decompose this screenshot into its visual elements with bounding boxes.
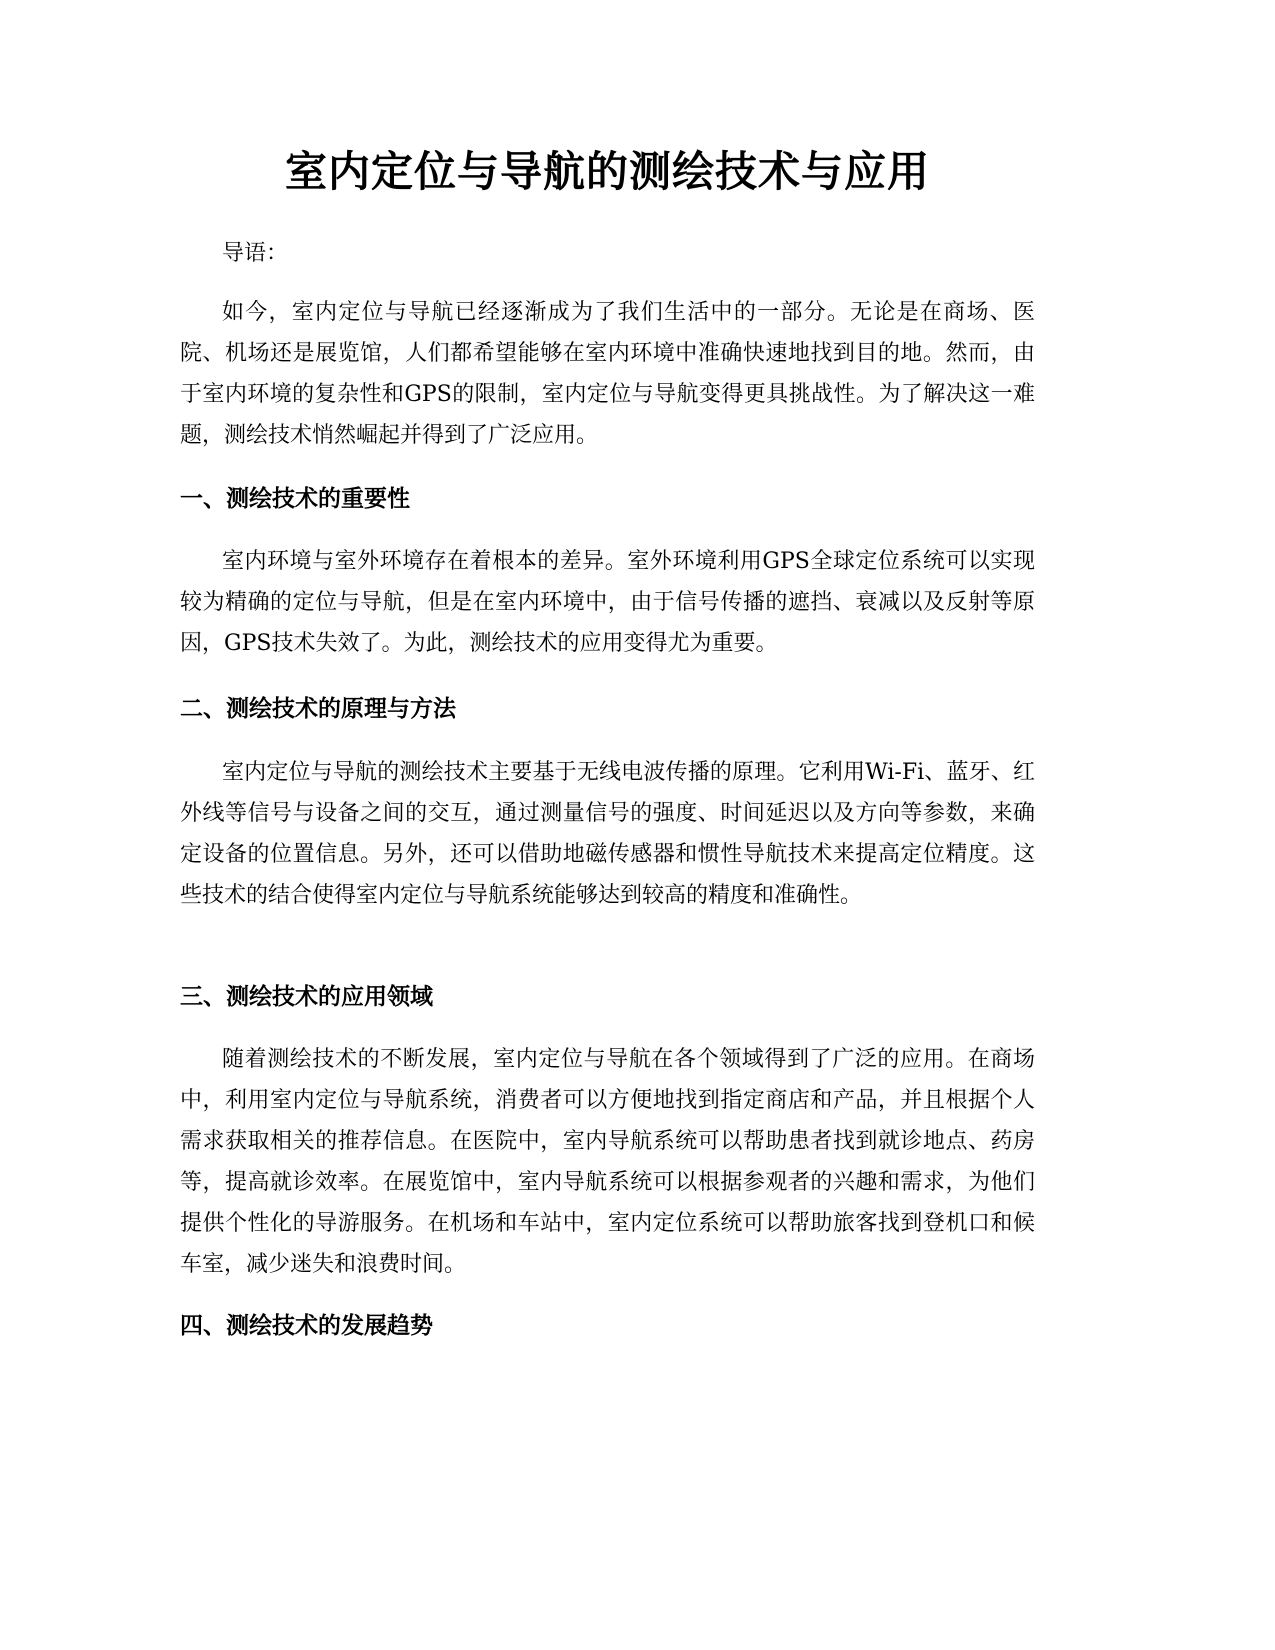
section-2-heading: 二、测绘技术的原理与方法 [180,696,456,722]
section-2-paragraph: 室内定位与导航的测绘技术主要基于无线电波传播的原理。它利用Wi-Fi、蓝牙、红外线等信号与设备之间的交互，通过测量信号的强度、时间延迟以及方向等参数，来确定设备的位置信息。另外，还可以借助地磁传感器和惯性导航技术来提高定位精度。这些技术的结合使得室内定位与导航系统能够达到较高的精度和准确性。 [180,760,1035,908]
intro-label: 导语： [222,241,289,266]
section-3-paragraph: 随着测绘技术的不断发展，室内定位与导航在各个领域得到了广泛的应用。在商场中，利用室内定位与导航系统，消费者可以方便地找到指定商店和产品，并且根据个人需求获取相关的推荐信息。在医院中，室内导航系统可以帮助患者找到就诊地点、药房等，提高就诊效率。在展览馆中，室内导航系统可以根据参观者的兴趣和需求，为他们提供个性化的导游服务。在机场和车站中，室内定位系统可以帮助旅客找到登机口和候车室，减少迷失和浪费时间。 [180,1047,1035,1277]
section-1-paragraph: 室内环境与室外环境存在着根本的差异。室外环境利用GPS全球定位系统可以实现较为精确的定位与导航，但是在室内环境中，由于信号传播的遮挡、衰减以及反射等原因，GPS技术失效了。为此，测绘技术的应用变得尤为重要。 [180,549,1035,656]
section-3-heading: 三、测绘技术的应用领域 [180,984,433,1010]
document-title: 室内定位与导航的测绘技术与应用 [284,147,930,196]
intro-paragraph: 如今，室内定位与导航已经逐渐成为了我们生活中的一部分。无论是在商场、医院、机场还是展览馆，人们都希望能够在室内环境中准确快速地找到目的地。然而，由于室内环境的复杂性和GPS的限制，室内定位与导航变得更具挑战性。为了解决这一难题，测绘技术悄然崛起并得到了广泛应用。 [180,300,1035,448]
section-1-heading: 一、测绘技术的重要性 [180,486,410,512]
section-4-heading: 四、测绘技术的发展趋势 [180,1313,433,1339]
